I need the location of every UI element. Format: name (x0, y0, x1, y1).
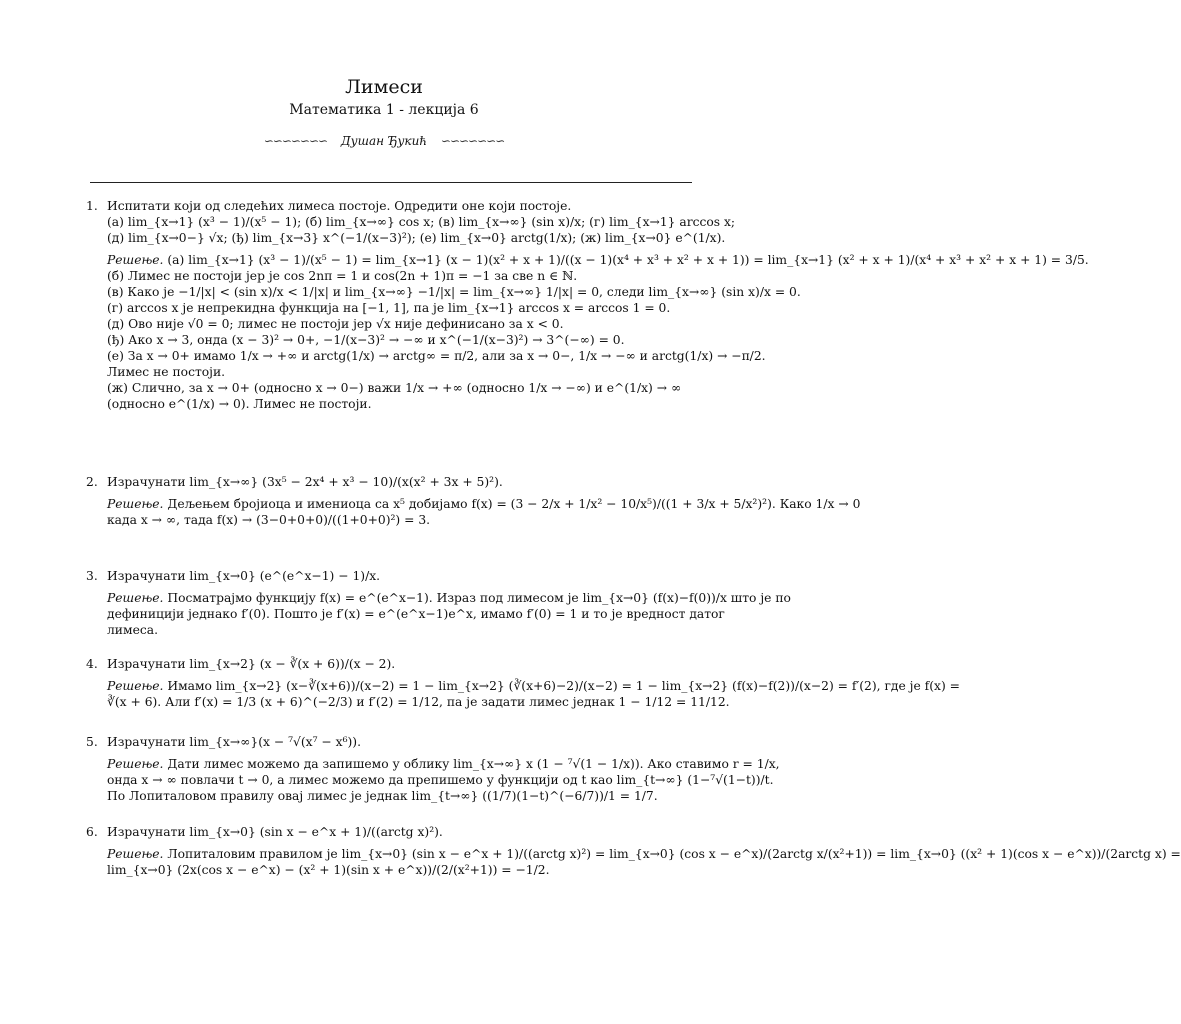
problem-line: Израчунати lim_{x→∞} (3x⁵ − 2x⁴ + x³ − 10)/(x(x² + 3x + 5)²). (107, 475, 503, 489)
problem-line: (б) Лимес не постоји јер је cos 2nπ = 1 и cos(2n + 1)π = −1 за све n ∈ ℕ. (107, 269, 578, 283)
problem-body (107, 474, 861, 528)
solution-label: Решење. (107, 679, 164, 693)
problem-line: (д) lim_{x→0−} √x; (ђ) lim_{x→3} x^(−1/(x−3)²); (е) lim_{x→0} arctg(1/x); (ж) lim_{x→0} e^(1/x). (107, 231, 726, 245)
problem-number: 2. (86, 475, 98, 489)
problem-number: 4. (86, 657, 98, 671)
problem-line: (е) За x → 0+ имамо 1/x → +∞ и arctg(1/x) → arctg∞ = π/2, али за x → 0−, 1/x → −∞ и arctg(1/x) → −π/2. (107, 349, 766, 363)
problem-number: 6. (86, 825, 98, 839)
solution-label: Решење. (107, 591, 164, 605)
problem-line: (в) Како је −1/|x| < (sin x)/x < 1/|x| и lim_{x→∞} −1/|x| = lim_{x→∞} 1/|x| = 0, следи lim_{x→∞} (sin x)/x = 0. (107, 285, 801, 299)
problem-line: (односно e^(1/x) → 0). Лимес не постоји. (107, 397, 372, 411)
problem-line: ∛(x + 6). Али f′(x) = 1/3 (x + 6)^(−2/3) и f′(2) = 1/12, па је задати лимес једнак 1 − 1/12 = 11/12. (107, 695, 730, 709)
solution-label: Решење. (107, 847, 164, 861)
problem-line: Решење. (а) lim_{x→1} (x³ − 1)/(x⁵ − 1) = lim_{x→1} (x − 1)(x² + x + 1)/((x − 1)(x⁴ + x³ + x² + x + 1)) = lim_{x→1} (x² + x + 1)/(x⁴ + x³ + x² + x + 1) = 3/5. (107, 253, 1089, 267)
problem-body (107, 198, 1089, 412)
problem-line: Израчунати lim_{x→0} (sin x − e^x + 1)/((arctg x)²). (107, 825, 443, 839)
solution-label: Решење. (107, 253, 164, 267)
problem-line: Решење. Лопиталовим правилом је lim_{x→0} (sin x − e^x + 1)/((arctg x)²) = lim_{x→0} (cos x − e^x)/(2arctg x/(x²+1)) = lim_{x→0} ((x² + 1)(cos x − e^x))/(2arctg x) = (107, 847, 1181, 861)
problem-1 (86, 198, 1089, 412)
problem-line: Израчунати lim_{x→0} (e^(e^x−1) − 1)/x. (107, 569, 381, 583)
problem-4 (86, 656, 960, 710)
author-line (0, 134, 768, 148)
page-subtitle: Математика 1 - лекција 6 (289, 102, 479, 118)
problem-line: (а) lim_{x→1} (x³ − 1)/(x⁵ − 1); (б) lim_{x→∞} cos x; (в) lim_{x→∞} (sin x)/x; (г) lim_{x→1} arccos x; (107, 215, 736, 229)
problem-6 (86, 824, 1181, 878)
problem-3 (86, 568, 791, 638)
problem-line: дефиницији једнако f′(0). Пошто је f′(x) = e^(e^x−1)e^x, имамо f′(0) = 1 и то је вредност датог (107, 607, 725, 621)
problem-line: онда x → ∞ повлачи t → 0, а лимес можемо да препишемо у функцији од t као lim_{t→∞} (1−⁷√(1−t))/t. (107, 773, 774, 787)
problem-number: 3. (86, 569, 98, 583)
problem-number: 1. (86, 199, 98, 213)
problem-line: (ђ) Ако x → 3, онда (x − 3)² → 0+, −1/(x−3)² → −∞ и x^(−1/(x−3)²) → 3^(−∞) = 0. (107, 333, 625, 347)
problem-line: По Лопиталовом правилу овај лимес је једнак lim_{t→∞} ((1/7)(1−t)^(−6/7))/1 = 1/7. (107, 789, 658, 803)
problem-body (107, 568, 791, 638)
problem-line: Израчунати lim_{x→∞}(x − ⁷√(x⁷ − x⁶)). (107, 735, 362, 749)
problem-line: Решење. Дељењем бројиоца и имениоца са x⁵ добијамо f(x) = (3 − 2/x + 1/x² − 10/x⁵)/((1 + 3/x + 5/x²)²). Како 1/x → 0 (107, 497, 861, 511)
problem-body (107, 656, 960, 710)
problem-body (107, 734, 780, 804)
page-title: Лимеси (345, 76, 423, 98)
problem-line: (д) Ово није √0 = 0; лимес не постоји јер √x није дефинисано за x < 0. (107, 317, 564, 331)
problem-line: Испитати који од следећих лимеса постоје. Одредити оне који постоје. (107, 199, 572, 213)
problem-2 (86, 474, 861, 528)
problem-line: када x → ∞, тада f(x) → (3−0+0+0)/((1+0+0)²) = 3. (107, 513, 431, 527)
problem-line: Лимес не постоји. (107, 365, 226, 379)
squiggle-right: ∽∽∽∽∽∽∽ (440, 134, 505, 148)
problem-line: (ж) Слично, за x → 0+ (односно x → 0−) важи 1/x → +∞ (односно 1/x → −∞) и e^(1/x) → ∞ (107, 381, 682, 395)
problem-line: Решење. Имамо lim_{x→2} (x−∛(x+6))/(x−2) = 1 − lim_{x→2} (∛(x+6)−2)/(x−2) = 1 − lim_{x→2} (f(x)−f(2))/(x−2) = f′(2), где је f(x) = (107, 679, 960, 693)
problem-body (107, 824, 1181, 878)
problem-line: Израчунати lim_{x→2} (x − ∛(x + 6))/(x − 2). (107, 657, 396, 671)
problem-line: lim_{x→0} (2x(cos x − e^x) − (x² + 1)(sin x + e^x))/(2/(x²+1)) = −1/2. (107, 863, 550, 877)
problem-line: (г) arccos x је непрекидна функција на [−1, 1], па је lim_{x→1} arccos x = arccos 1 = 0. (107, 301, 671, 315)
problem-line: Решење. Дати лимес можемо да запишемо у облику lim_{x→∞} x (1 − ⁷√(1 − 1/x)). Ако ставимо r = 1/x, (107, 757, 780, 771)
solution-label: Решење. (107, 497, 164, 511)
problem-line: Решење. Посматрајмо функцију f(x) = e^(e^x−1). Израз под лимесом је lim_{x→0} (f(x)−f(0))/x што је по (107, 591, 791, 605)
problem-5 (86, 734, 780, 804)
author-name: Душан Ђукић (340, 134, 428, 148)
squiggle-left: ∽∽∽∽∽∽∽ (263, 134, 328, 148)
problem-number: 5. (86, 735, 98, 749)
header-rule (90, 182, 692, 183)
solution-label: Решење. (107, 757, 164, 771)
problem-line: лимеса. (107, 623, 158, 637)
